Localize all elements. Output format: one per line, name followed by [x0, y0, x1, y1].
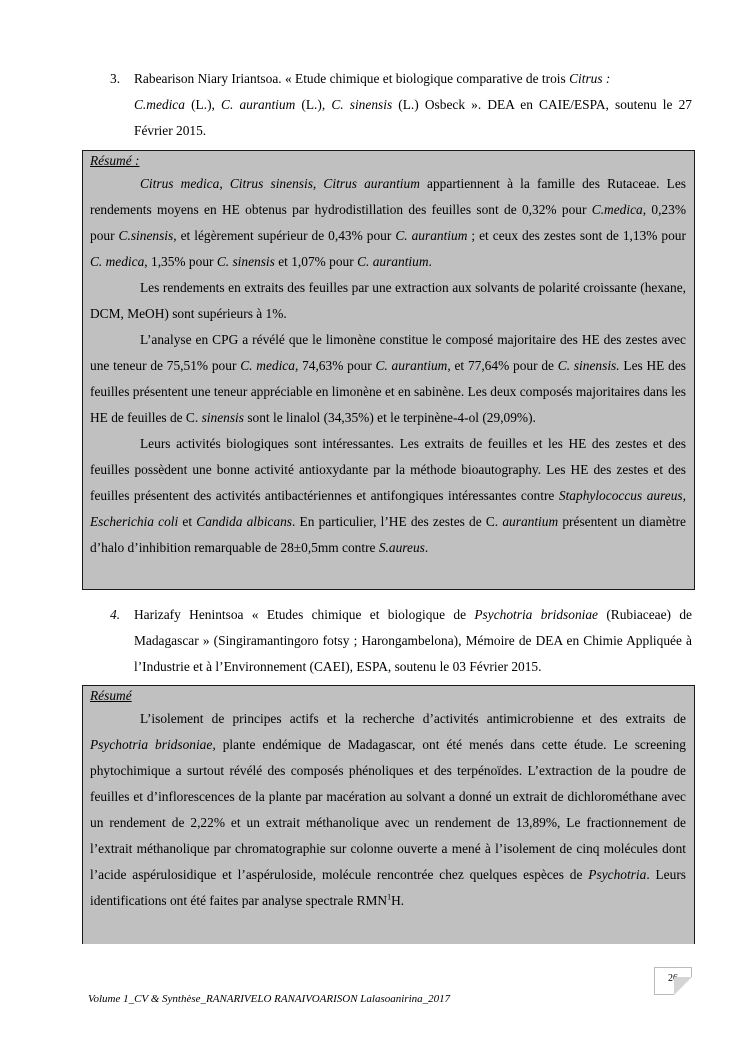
abstract-paragraph-2: Les rendements en extraits des feuilles par une extraction aux solvants de polarité croissante (hexane, DCM, MeOH) sont supérieurs à 1%. — [90, 280, 686, 321]
abstract-box-4 — [82, 685, 695, 944]
abstract-title: Résumé — [90, 688, 132, 703]
entry-number: 3. — [110, 71, 121, 86]
abstract-paragraph-3: L’analyse en CPG a révélé que le limonène constitue le composé majoritaire des HE des zestes avec une teneur de 75,51% pour C. medica, 74,63% pour C. aurantium, et 77,64% pour de C. sinensis. Les HE des feuilles présentent une teneur appréciable en limonène et en sabinène. Les deux composés majoritaires dans les HE de feuilles de C. sinensis sont le linalol (34,35%) et le terpinène-4-ol (29,09%). — [90, 332, 687, 425]
page-number: 26 — [654, 967, 692, 995]
reference-entry-4 — [110, 602, 692, 680]
entry-number: 4. — [110, 607, 121, 622]
abstract-paragraph-1: Citrus medica, Citrus sinensis, Citrus aurantium appartiennent à la famille des Rutaceae. Les rendements moyens en HE obtenus par hydrodistillation des feuilles sont de 0,32% pour C.medica, 0,23% pour C.sinensis, et légèrement supérieur de 0,43% pour C. aurantium ; et ceux des zestes sont de 1,13% pour C. medica, 1,35% pour C. sinensis et 1,07% pour C. aurantium. — [90, 176, 686, 269]
footer: Volume 1_CV & Synthèse_RANARIVELO RANAIVOARISON Lalasoanirina_2017 — [88, 993, 451, 1005]
abstract-paragraph-4: Leurs activités biologiques sont intéressantes. Les extraits de feuilles et les HE des zestes et des feuilles possèdent une bonne activité antioxydante par la méthode bioautography. Les HE des zestes et des feuilles présentent des activités antibactériennes et antifongiques intéressantes contre Staphylococcus aureus, Escherichia coli et Candida albicans. En particulier, l’HE des zestes de C. aurantium présentent un diamètre d’halo d’inhibition remarquable de 28±0,5mm contre S.aureus. — [90, 436, 686, 555]
abstract-title: Résumé : — [90, 153, 140, 168]
abstract-paragraph-1: L’isolement de principes actifs et la recherche d’activités antimicrobienne et des extraits de Psychotria bridsoniae, plante endémique de Madagascar, ont été menés dans cette étude. Le screening phytochimique a surtout révélé des composés phénoliques et des terpénoïdes. L’extraction de la poudre de feuilles et d’inflorescences de la plante par macération au solvant a donné un extrait de dichlorométhane avec un rendement de 2,22% et un extrait méthanolique avec un rendement de 13,89%, Le fractionnement de l’extrait méthanolique par chromatographie sur colonne ouverte a mené à l’isolement de cinq molécules dont l’acide aspérulosidique et l’aspéruloside, molécule rencontrée chez quelques espèces de Psychotria. Leurs identifications ont été faites par analyse spectrale RMN$^1$H. — [90, 711, 686, 908]
entry-text: Rabearison Niary Iriantsoa. « Etude chimique et biologique comparative de trois Citrus : C.medica (L.), C. aurantium (L.), C. sinensis (L.) Osbeck ». DEA en CAIE/ESPA, soutenu le 27 Février 2015. — [134, 71, 692, 138]
reference-entry-3 — [110, 66, 692, 144]
abstract-box-3 — [82, 150, 695, 590]
entry-text: Harizafy Henintsoa « Etudes chimique et biologique de Psychotria bridsoniae (Rubiaceae) de Madagascar » (Singiramantingoro fotsy ; Harongambelona), Mémoire de DEA en Chimie Appliquée à l’Industrie et à l’Environnement (CAEI), ESPA, soutenu le 03 Février 2015. — [134, 607, 692, 674]
